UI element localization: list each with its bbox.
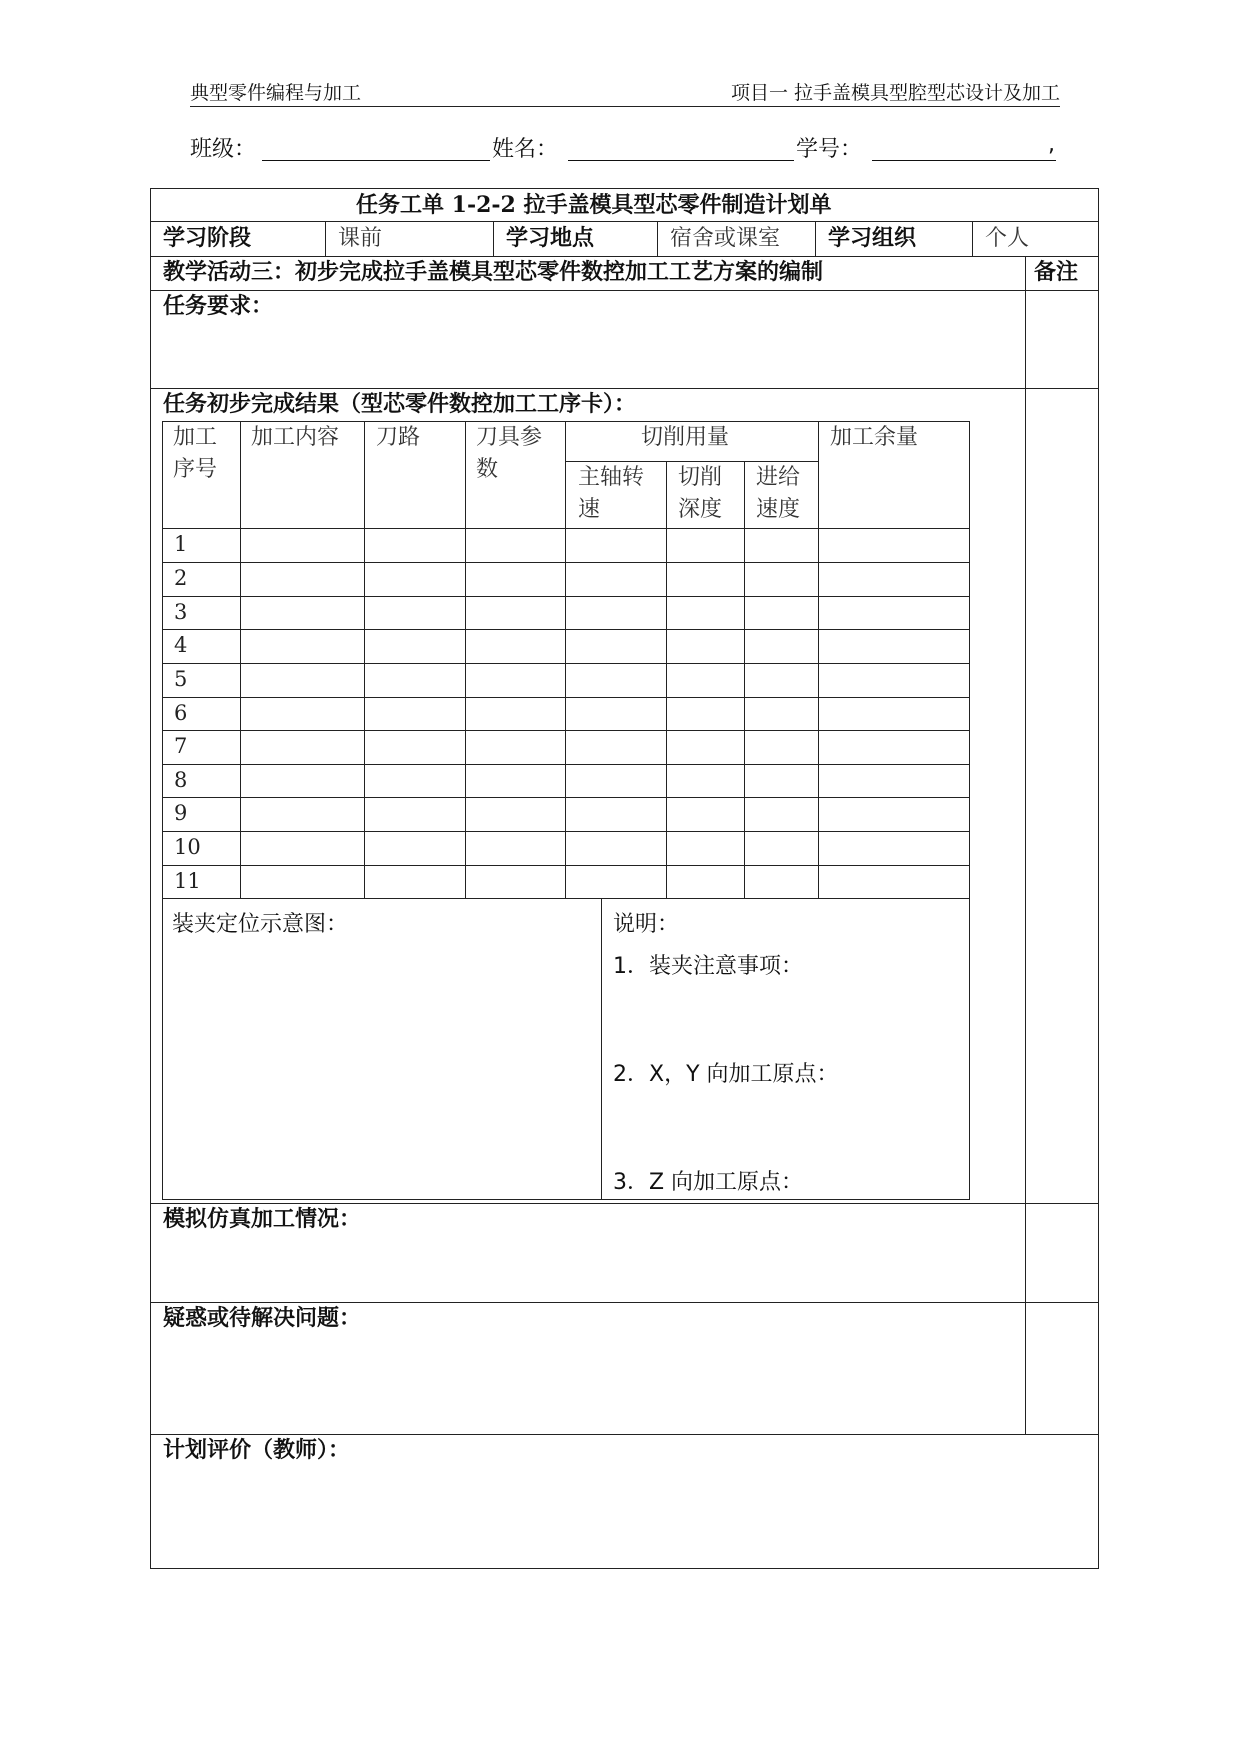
class-blank[interactable] (262, 160, 490, 161)
col-header-tool-line1: 刀具参 (476, 425, 543, 450)
rule (162, 865, 970, 866)
col-header-feed-line1: 进给 (756, 465, 801, 490)
rule (162, 764, 970, 765)
col-header-depth-line2: 深度 (678, 497, 723, 522)
rule (162, 596, 970, 597)
col-header-feed (756, 462, 800, 526)
row-number: 9 (174, 801, 188, 825)
header-project-title: 项目一 拉手盖模具型腔型芯设计及加工 (730, 82, 1060, 104)
class-label: 班级： (190, 137, 257, 162)
row-number: 1 (174, 532, 188, 556)
row-number: 4 (174, 633, 188, 657)
name-label: 姓名： (492, 137, 559, 162)
rule (972, 221, 973, 256)
org-value: 个人 (985, 226, 1030, 251)
col-header-spindle-line2: 速 (578, 497, 601, 522)
rule (150, 1434, 1099, 1435)
rule (162, 797, 970, 798)
col-header-cutting: 切削用量 (641, 425, 730, 450)
col-header-seq (173, 422, 217, 486)
row-number: 2 (174, 566, 188, 590)
row-number: 7 (174, 734, 188, 758)
col-header-seq-line1: 加工 (173, 425, 218, 450)
clamp-notes-divider (601, 898, 602, 1200)
header-course-title: 典型零件编程与加工 (190, 82, 362, 104)
row-number: 10 (174, 835, 201, 859)
place-label: 学习地点 (506, 226, 595, 251)
col-header-allowance: 加工余量 (830, 425, 919, 450)
rule (493, 221, 494, 256)
rule (150, 1302, 1099, 1303)
rule (150, 221, 1099, 222)
rule (162, 528, 970, 529)
rule (240, 421, 241, 898)
place-value: 宿舍或课室 (670, 226, 781, 251)
col-header-spindle (578, 462, 644, 526)
note-z-origin: 3．Z 向加工原点： (613, 1170, 804, 1195)
student-id-blank[interactable] (872, 160, 1056, 161)
rule (150, 290, 1099, 291)
col-header-feed-line2: 速度 (756, 497, 801, 522)
rule (150, 388, 1099, 389)
rule (465, 421, 466, 898)
stage-value: 课前 (338, 226, 383, 251)
rule (162, 697, 970, 698)
trailing-comma: , (1048, 132, 1055, 157)
rule (162, 898, 970, 899)
col-header-content: 加工内容 (251, 425, 340, 450)
row-number: 3 (174, 600, 188, 624)
remarks-header: 备注 (1034, 260, 1079, 285)
remarks-divider (1025, 256, 1026, 1434)
notes-label: 说明： (613, 912, 680, 937)
note-clamping: 1．装夹注意事项： (613, 954, 803, 979)
rule (150, 1203, 1099, 1204)
result-label: 任务初步完成结果（型芯零件数控加工工序卡）： (163, 392, 637, 417)
process-card-table (162, 421, 970, 1200)
row-number: 11 (174, 869, 201, 893)
activity-text: 教学活动三：初步完成拉手盖模具型芯零件数控加工工艺方案的编制 (163, 260, 824, 285)
note-xy-origin: 2．X，Y 向加工原点： (613, 1062, 839, 1087)
col-header-seq-line2: 序号 (173, 457, 218, 482)
rule (744, 461, 745, 898)
col-header-spindle-line1: 主轴转 (578, 465, 645, 490)
stage-label: 学习阶段 (163, 226, 252, 251)
rule (162, 562, 970, 563)
rule (162, 831, 970, 832)
row-number: 8 (174, 768, 188, 792)
col-header-tool (476, 422, 542, 486)
requirements-label: 任务要求： (163, 294, 274, 319)
rule (815, 221, 816, 256)
col-header-depth-line1: 切削 (678, 465, 723, 490)
row-number: 5 (174, 667, 188, 691)
rule (162, 629, 970, 630)
col-header-tool-line2: 数 (476, 457, 499, 482)
rule (162, 663, 970, 664)
col-header-toolpath: 刀路 (376, 425, 421, 450)
name-blank[interactable] (568, 160, 794, 161)
rule (162, 730, 970, 731)
col-header-depth (678, 462, 722, 526)
student-id-label: 学号： (796, 137, 863, 162)
rule (150, 256, 1099, 257)
rule (818, 421, 819, 898)
worksheet-title: 任务工单 1-2-2 拉手盖模具型芯零件制造计划单 (356, 192, 832, 218)
rule (666, 461, 667, 898)
simulation-label: 模拟仿真加工情况： (163, 1207, 362, 1232)
evaluation-label: 计划评价（教师）： (163, 1438, 351, 1463)
questions-label: 疑惑或待解决问题： (163, 1306, 362, 1331)
rule (657, 221, 658, 256)
rule (364, 421, 365, 898)
header-rule (190, 106, 1060, 107)
clamp-diagram-label: 装夹定位示意图： (172, 912, 349, 937)
student-info-line (190, 132, 1060, 166)
rule (325, 221, 326, 256)
org-label: 学习组织 (828, 226, 917, 251)
rule (565, 421, 566, 898)
row-number: 6 (174, 701, 188, 725)
